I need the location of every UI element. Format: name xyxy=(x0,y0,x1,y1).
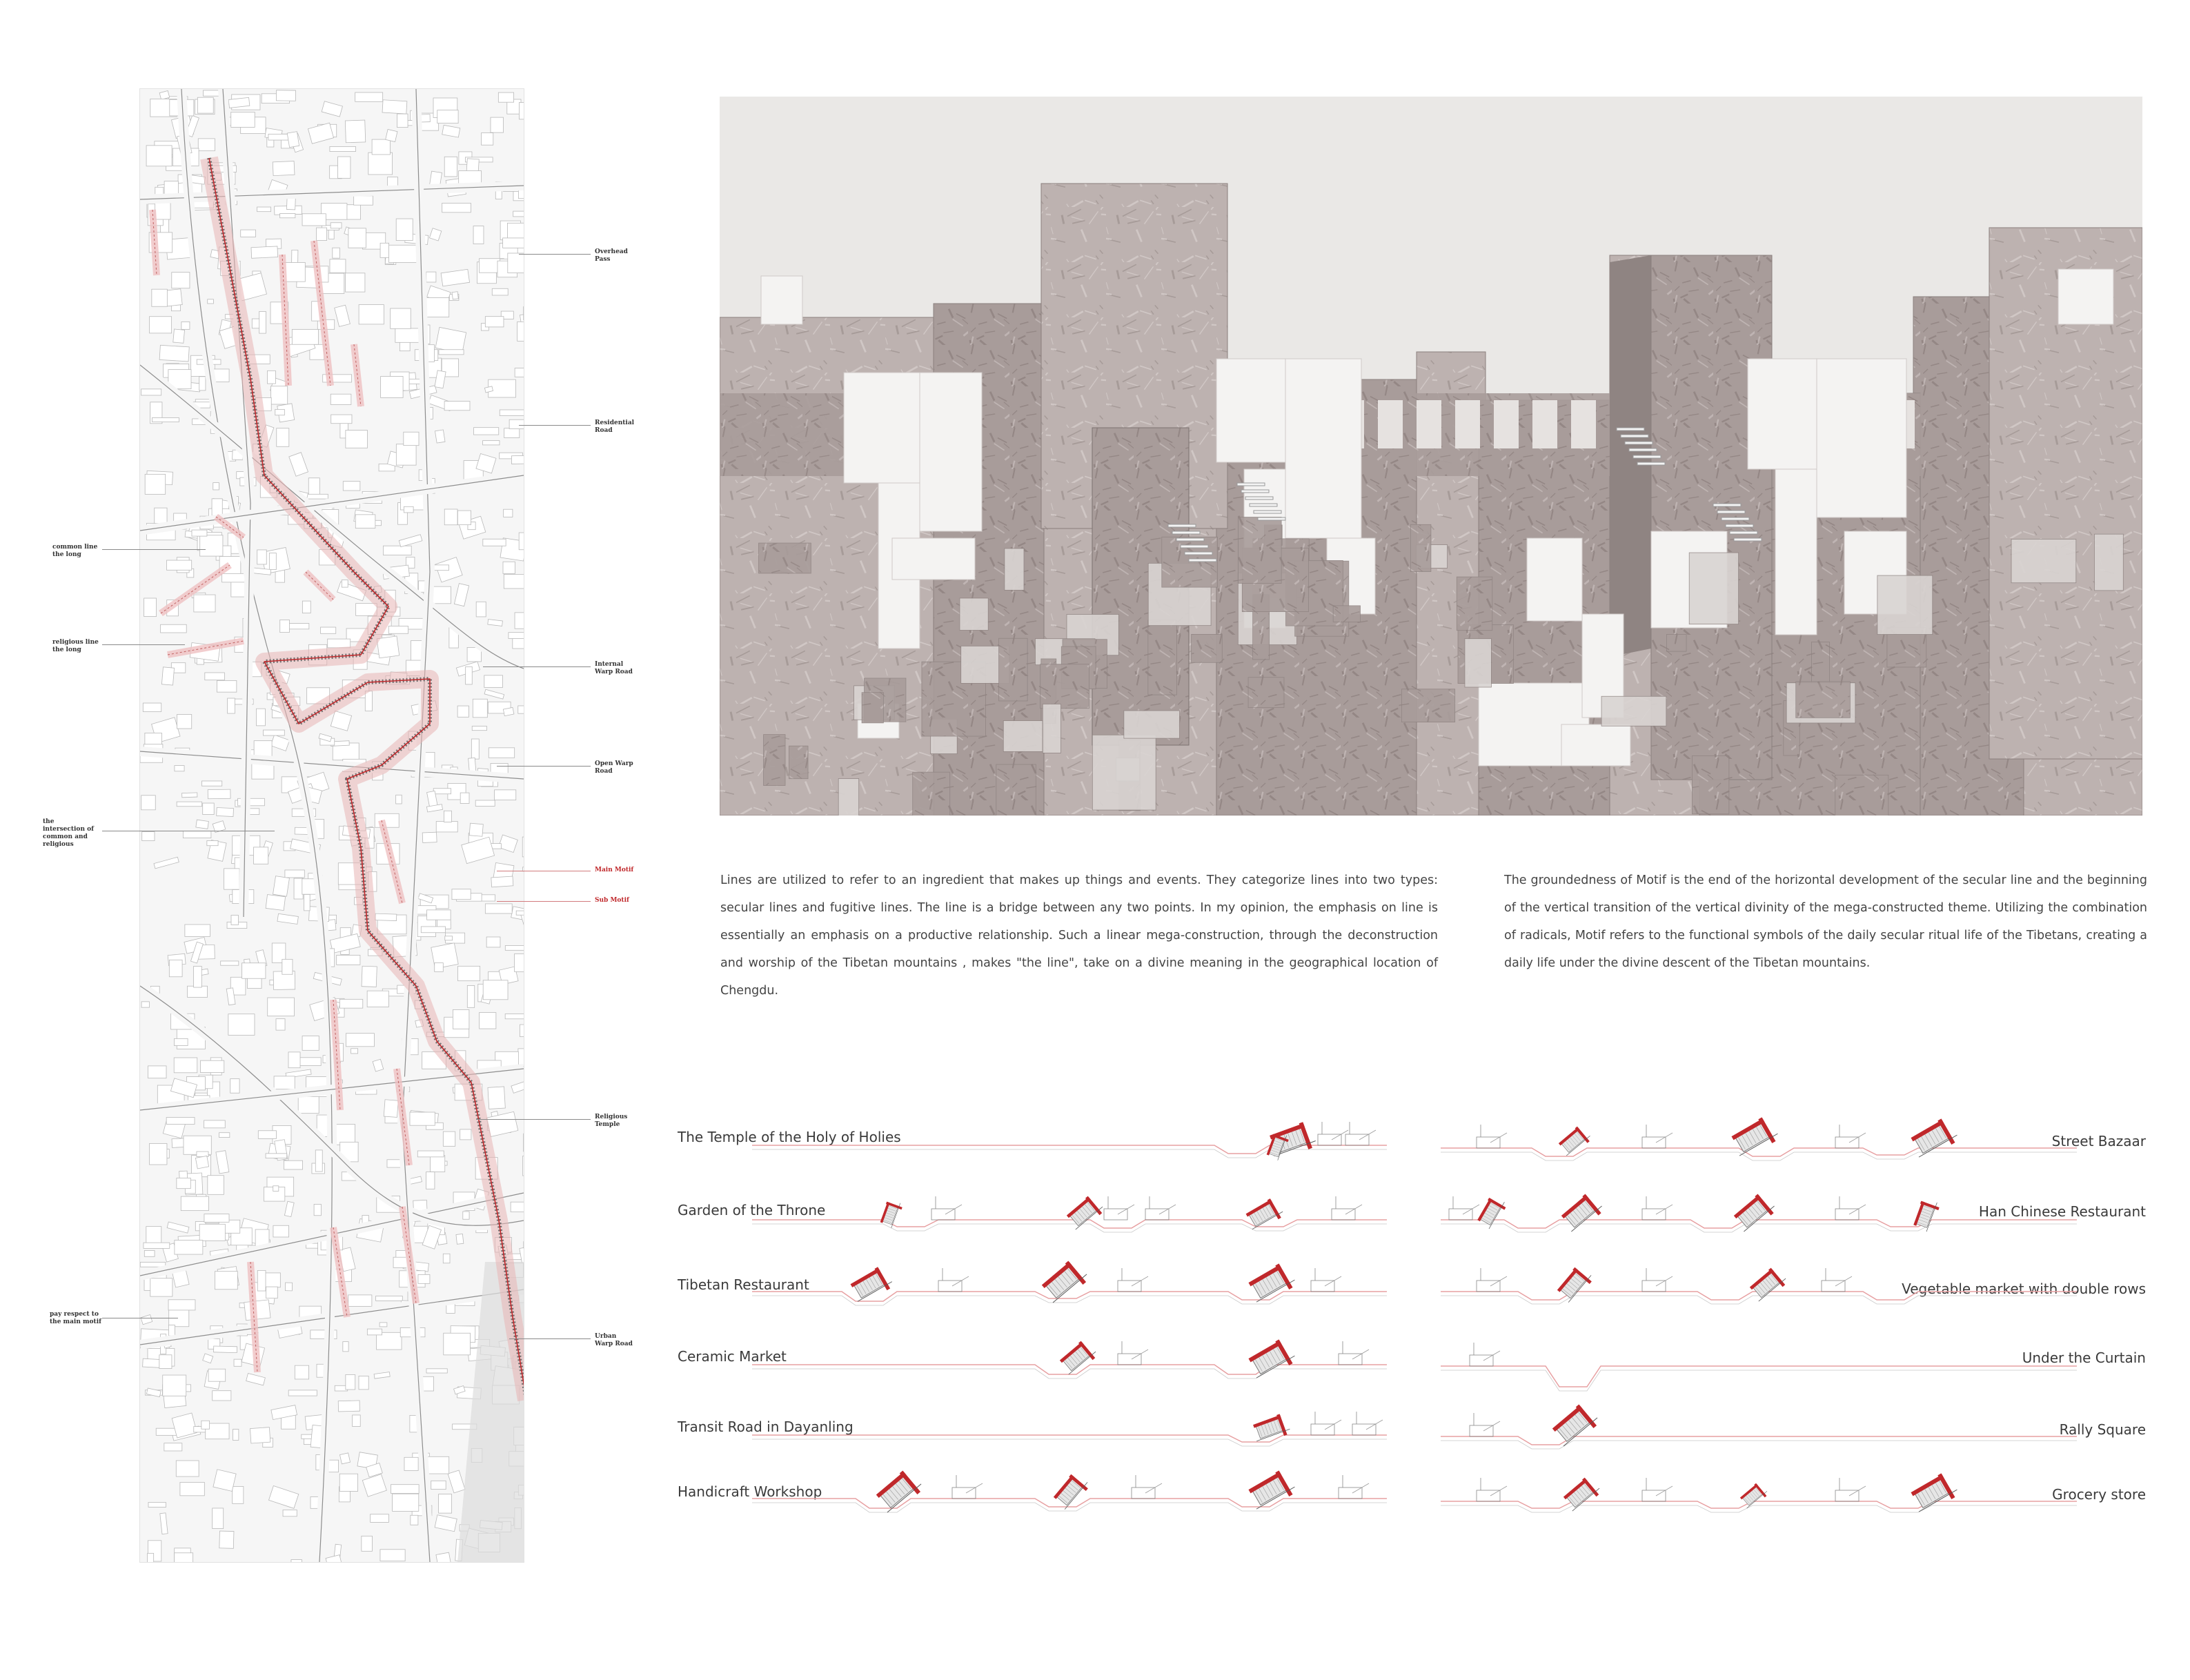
section-sketch xyxy=(1352,1412,1383,1435)
section-label-temple-holy: The Temple of the Holy of Holies xyxy=(678,1129,901,1145)
label-residential-road: Residential Road xyxy=(595,419,635,434)
section-sketch xyxy=(1477,1125,1507,1148)
section-sketch xyxy=(1477,1268,1507,1292)
section-ground-shadow xyxy=(752,1149,1387,1158)
section-motif xyxy=(1728,1114,1780,1160)
section-sketch xyxy=(1642,1478,1673,1501)
section-motif xyxy=(1064,1193,1105,1232)
section-sketch xyxy=(938,1268,969,1292)
section-ground-shadow xyxy=(752,1503,1387,1512)
section-label-vegetable-market: Vegetable market with double rows xyxy=(1902,1281,2146,1297)
section-motif xyxy=(1057,1338,1098,1377)
section-motif xyxy=(1908,1116,1960,1162)
section-motif xyxy=(1747,1265,1788,1304)
section-sketch xyxy=(1835,1125,1866,1148)
section-motif xyxy=(1476,1194,1508,1231)
section-sketch xyxy=(1318,1122,1348,1145)
section-label-street-bazaar: Street Bazaar xyxy=(2051,1133,2146,1149)
section-sketch xyxy=(1118,1268,1148,1292)
label-open-warp-road: Open Warp Road xyxy=(595,760,633,775)
section-label-rally-square: Rally Square xyxy=(2059,1421,2146,1438)
section-sketch xyxy=(1339,1341,1369,1365)
section-motif xyxy=(1912,1197,1941,1233)
section-motif xyxy=(879,1198,904,1229)
paragraph-motif: The groundedness of Motif is the end of the horizontal development of the secular line and the beginning of the vertical transition of the vertical divinity of the mega-constructed theme. Utilizing the combination of radicals, Motif refers to the functional symbols of the daily secular ritual life of the Tibetans, creating a daily life under the divine descent of the Tibetan mountains. xyxy=(1504,873,2147,970)
section-ground-shadow xyxy=(752,1224,1387,1232)
section-sketch xyxy=(1145,1196,1176,1220)
section-motif xyxy=(1908,1470,1960,1516)
section-sketch xyxy=(1104,1196,1134,1220)
section-motif xyxy=(848,1265,895,1306)
section-label-tibetan-restaurant: Tibetan Restaurant xyxy=(678,1276,809,1293)
section-motif xyxy=(1251,1412,1292,1445)
label-pay-respect: pay respect to the main motif xyxy=(50,1311,101,1325)
section-sketch xyxy=(1470,1413,1500,1436)
section-ground-shadow xyxy=(1441,1370,2077,1391)
section-sketch xyxy=(1311,1268,1341,1292)
label-sub-motif: Sub Motif xyxy=(595,897,629,904)
section-ground-shadow xyxy=(1441,1505,2077,1512)
section-label-han-restaurant: Han Chinese Restaurant xyxy=(1978,1203,2146,1220)
section-sketch xyxy=(1477,1478,1507,1501)
label-overhead-pass: Overhead Pass xyxy=(595,248,628,263)
paragraph-lines: Lines are utilized to refer to an ingredient that makes up things and events. They categorize lines into two types: secular lines and fugitive lines. The line is a bridge between any two points. In my opinion, the emphasis on line is essentially an emphasis on a productive relationship. Such a linear mega-construction, through the deconstruction and worship of the Tibetan mountains , makes "the line", take on a divine meaning in the geographical location of Chengdu. xyxy=(720,873,1438,998)
section-ground-shadow xyxy=(752,1296,1387,1305)
section-sketch xyxy=(1345,1122,1376,1145)
section-sketch xyxy=(1470,1343,1500,1366)
section-label-handicraft: Handicraft Workshop xyxy=(678,1483,822,1500)
section-sketch xyxy=(1132,1475,1162,1499)
label-urban-warp-road: Urban Warp Road xyxy=(595,1333,633,1347)
section-label-garden-throne: Garden of the Throne xyxy=(678,1202,826,1218)
section-sketch xyxy=(1835,1196,1866,1220)
section-sketch xyxy=(1339,1475,1369,1499)
section-sketch xyxy=(1642,1125,1673,1148)
section-sketch xyxy=(1822,1268,1852,1292)
label-main-motif: Main Motif xyxy=(595,867,634,873)
label-religious-temple: Religious Temple xyxy=(595,1114,628,1128)
section-label-under-curtain: Under the Curtain xyxy=(2022,1350,2146,1366)
label-intersection: the intersection of common and religious xyxy=(43,818,94,848)
section-ground xyxy=(1441,1501,2077,1508)
section-motif xyxy=(873,1467,925,1516)
section-sketch xyxy=(1449,1196,1479,1220)
section-sketch xyxy=(1311,1412,1341,1435)
section-ground xyxy=(752,1435,1387,1442)
section-sketch xyxy=(1835,1478,1866,1501)
section-sketch xyxy=(952,1475,983,1499)
section-label-grocery-store: Grocery store xyxy=(2052,1486,2146,1503)
label-common-line: common line the long xyxy=(52,544,98,558)
section-motif xyxy=(1245,1336,1297,1383)
section-motif xyxy=(1549,1401,1601,1450)
section-sketch xyxy=(1332,1196,1362,1220)
section-sketch xyxy=(1642,1268,1673,1292)
section-sketch xyxy=(1642,1196,1673,1220)
section-label-ceramic-market: Ceramic Market xyxy=(678,1348,787,1365)
label-internal-warp-road: Internal Warp Road xyxy=(595,661,633,675)
section-label-transit-road: Transit Road in Dayanling xyxy=(678,1419,854,1435)
section-motif xyxy=(1557,1124,1592,1158)
section-motif xyxy=(1559,1191,1605,1236)
section-ground-shadow xyxy=(752,1439,1387,1446)
section-sketch xyxy=(931,1196,962,1220)
label-religious-line: religious line the long xyxy=(52,639,99,653)
section-sketch xyxy=(1118,1341,1148,1365)
section-ground xyxy=(1441,1366,2077,1387)
